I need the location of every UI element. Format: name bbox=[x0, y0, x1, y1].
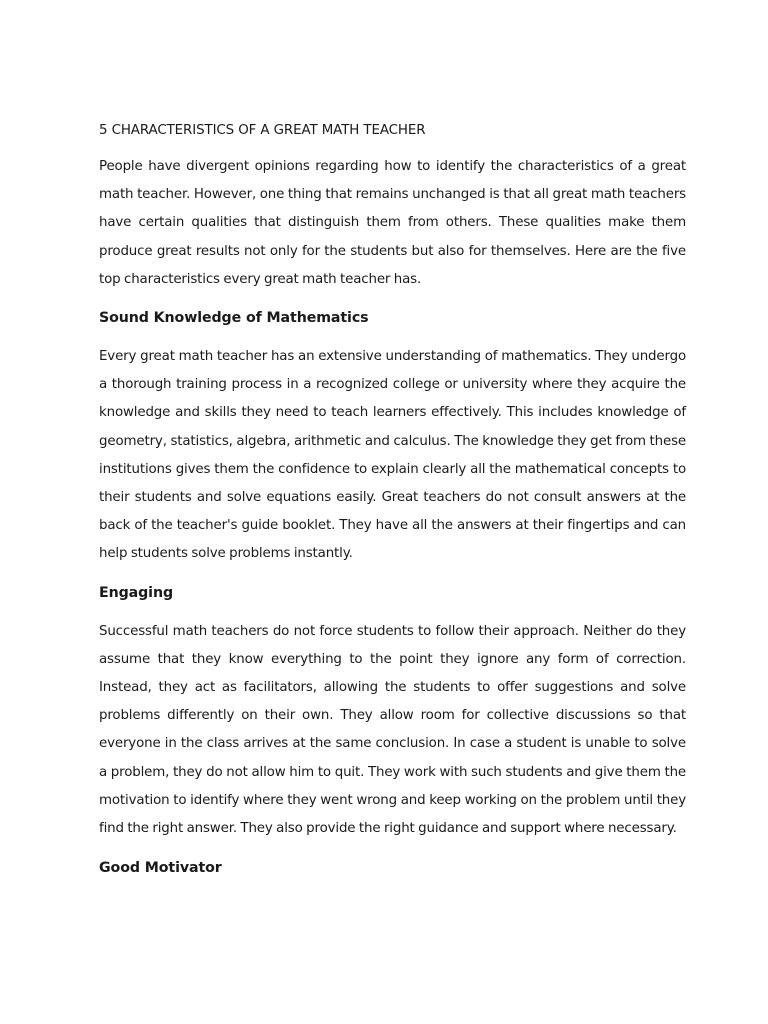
section-body-engaging: Successful math teachers do not force students to follow their approach. Neither do they assume that they know everything to the point they ignore any form of correction. Instead, they act as facilitators, allowing the students to offer suggestions and solve problems differently on their own. They allow room for collective discussions so that everyone in the class arrives at the same conclusion. In case a student is unable to solve a problem, they do not allow him to quit. They work with such students and give them the motivation to identify where they went wrong and keep working on the problem until they find the right answer. They also provide the right guidance and support where necessary. bbox=[99, 623, 686, 837]
intro-paragraph: People have divergent opinions regarding how to identify the characteristics of a great math teacher. However, one thing that remains unchanged is that all great math teachers have certain qualities that distinguish them from others. These qualities make them produce great results not only for the students but also for themselves. Here are the five top characteristics every great math teacher has. bbox=[99, 159, 686, 287]
document-title: 5 CHARACTERISTICS OF A GREAT MATH TEACHER bbox=[99, 123, 426, 138]
section-heading-engaging: Engaging bbox=[99, 584, 173, 601]
section-heading-good-motivator: Good Motivator bbox=[99, 860, 222, 877]
section-body-sound-knowledge: Every great math teacher has an extensive understanding of mathematics. They undergo a thorough training process in a recognized college or university where they acquire the knowledge and skills they need to teach learners effectively. This includes knowledge of geometry, statistics, algebra, arithmetic and calculus. The knowledge they get from these institutions gives them the confidence to explain clearly all the mathematical concepts to their students and solve equations easily. Great teachers do not consult answers at the back of the teacher's guide booklet. They have all the answers at their fingertips and can help students solve problems instantly. bbox=[99, 349, 686, 562]
document-page bbox=[99, 121, 686, 879]
section-heading-sound-knowledge: Sound Knowledge of Mathematics bbox=[99, 310, 369, 327]
